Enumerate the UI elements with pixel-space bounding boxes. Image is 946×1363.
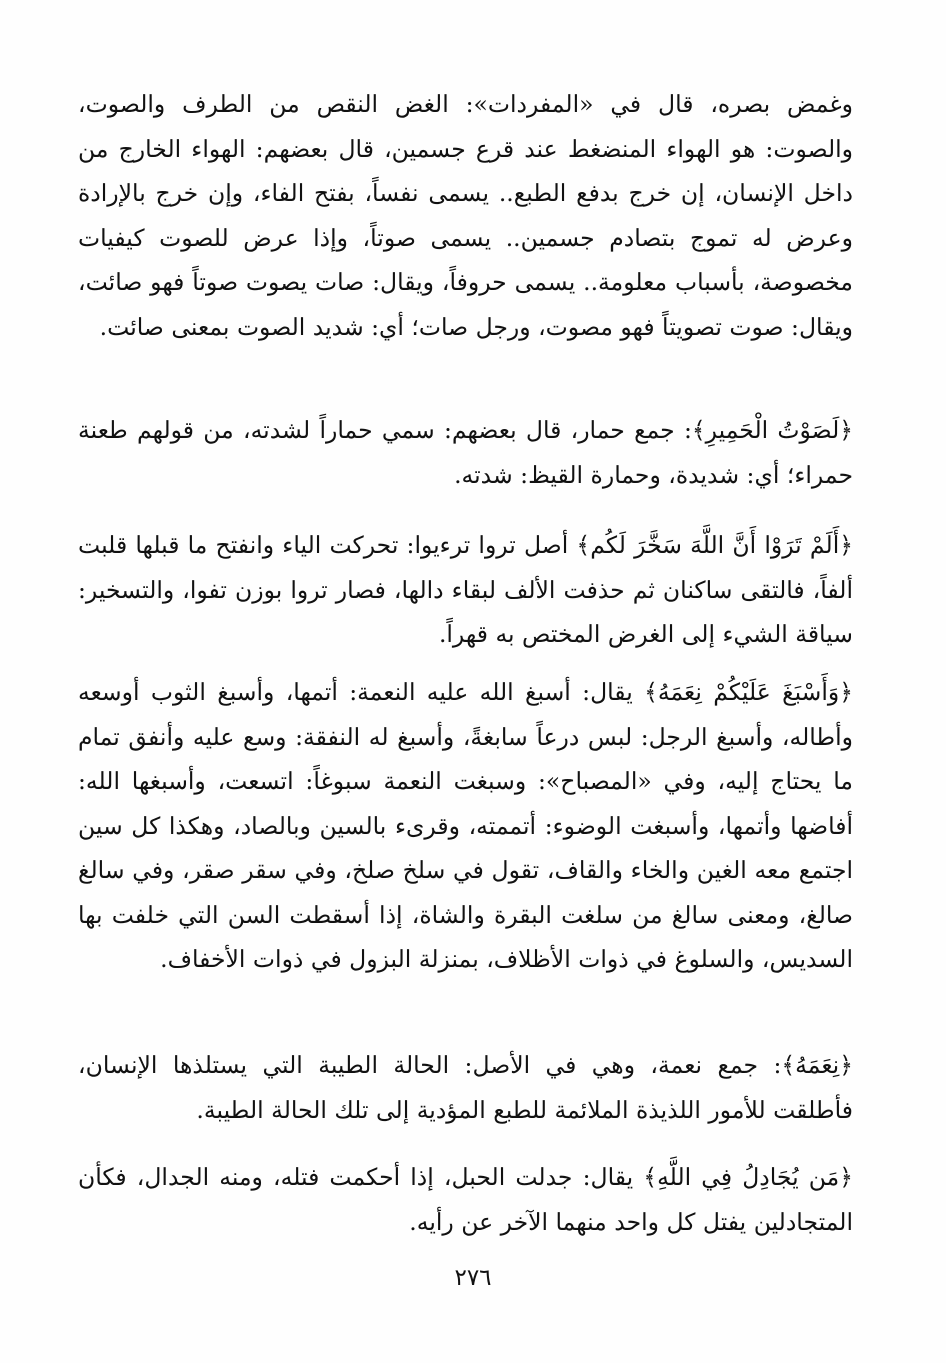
paragraph-bestowed-favors xyxy=(78,670,853,982)
paragraph-text: يقال: جدلت الحبل، إذا أحكمت فتله، ومنه الجدال، فكأن المتجادلين يفتل كل واحد منهما الآخر عن رأيه. xyxy=(78,1163,853,1236)
paragraph-subjugation xyxy=(78,523,853,657)
paragraph-text: يقال: أسبغ الله عليه النعمة: أتمها، وأسبغ الثوب أوسعه وأطاله، وأسبغ الرجل: لبس درعاً سابغةً، وأسبغ له النفقة: وسع عليه وأنفق تمام ما يحتاج إليه، وفي «المصباح»: وسبغت النعمة سبوغاً: اتسعت، وأسبغها الله: أفاضها وأتمها، وأسبغت الوضوء: أتممته، وقرىء بالسين وبالصاد، وهكذا كل سين اجتمع معه الغين والخاء والقاف، تقول في سلخ صلخ، وفي سقر صقر، وفي سالغ صالغ، ومعنى سالغ من سلغت البقرة والشاة، إذا أسقطت السن التي خلفت بها السديس، والسلوغ في ذوات الأظلاف، بمنزلة البزول في ذوات الأخفاف. xyxy=(78,678,853,973)
quran-term: ﴿مَن يُجَادِلُ فِي اللَّهِ﴾ xyxy=(643,1163,853,1191)
quran-term: ﴿لَصَوْتُ الْحَمِيرِ﴾ xyxy=(691,416,853,444)
paragraph-text: وغمض بصره، قال في «المفردات»: الغض النقص من الطرف والصوت، والصوت: هو الهواء المنضغط عند قرع جسمين، قال بعضهم: الهواء الخارج من داخل الإنسان، إن خرج بدفع الطبع.. يسمى نفساً، بفتح الفاء، وإن خرج بالإرادة وعرض له تموج بتصادم جسمين.. يسمى صوتاً، وإذا عرض للصوت كيفيات مخصوصة، بأسباب معلومة.. يسمى حروفاً، ويقال: صات يصوت صوتاً فهو صائت، ويقال: صوت تصويتاً فهو مصوت، ورجل صات؛ أي: شديد الصوت بمعنى صائت. xyxy=(78,90,853,341)
quran-term: ﴿وَأَسْبَغَ عَلَيْكُمْ نِعَمَهُ﴾ xyxy=(644,678,854,706)
paragraph-text: : جمع حمار، قال بعضهم: سمي حماراً لشدته، من قولهم طعنة حمراء؛ أي: شديدة، وحمارة القيظ: شدته. xyxy=(78,416,853,489)
page-number: ٢٧٦ xyxy=(454,1265,492,1291)
quran-term: ﴿نِعَمَهُ﴾ xyxy=(781,1051,853,1079)
quran-term: ﴿أَلَمْ تَرَوْا أَنَّ اللَّهَ سَخَّرَ لَكُم﴾ xyxy=(576,531,853,559)
paragraph-sound-definition xyxy=(78,82,853,349)
paragraph-text: أصل تروا ترءيوا: تحركت الياء وانفتح ما قبلها قلبت ألفاً، فالتقى ساكنان ثم حذفت الألف لبقاء دالها، فصار تروا بوزن تفوا، والتسخير: سياقة الشيء إلى الغرض المختص به قهراً. xyxy=(78,531,853,648)
paragraph-text: : جمع نعمة، وهي في الأصل: الحالة الطيبة التي يستلذها الإنسان، فأطلقت للأمور اللذيذة الملائمة للطبع المؤدية إلى تلك الحالة الطيبة. xyxy=(78,1051,853,1124)
paragraph-favors xyxy=(78,1043,853,1132)
paragraph-donkeys xyxy=(78,408,853,497)
paragraph-disputes xyxy=(78,1155,853,1244)
